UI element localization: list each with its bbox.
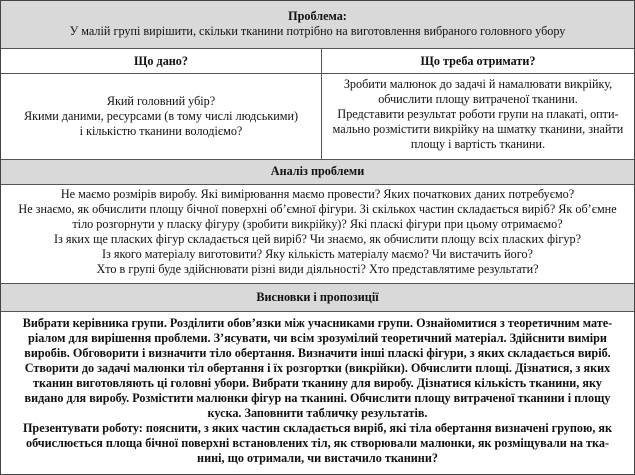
analysis-content (1, 187, 634, 277)
required-line: Представити результат роботи групи на плакаті, опти- (337, 107, 619, 121)
problem-row (1, 1, 634, 48)
given-line: і кількістю тканини володіємо? (79, 124, 243, 138)
conclusions-line: видано для виробу. Розмістити малюнки фігур на тканині. Обчислити площу витраченої тканини і площу (24, 391, 611, 405)
conclusions-line: тканин виготовляють ці головні убори. Вибрати тканину для виробу. Дізнатися кількість тканини, яку (33, 376, 602, 390)
conclusions-line: куска. Заповнити табличку результатів. (207, 406, 428, 420)
required-line: Зробити малюнок до задачі й намалювати викрійку, (343, 77, 613, 91)
conclusions-line: ріалом для вирішення проблеми. З’ясувати, чи всім зрозумілий теоретичний матеріал. Здійснити виміри (28, 331, 607, 345)
analysis-line: Не маємо розмірів виробу. Які вимірювання маємо провести? Яких початкових даних потребуємо? (60, 187, 575, 201)
problem-title: Проблема: (288, 9, 347, 23)
given-line: Якими даними, ресурсами (в тому числі людськими) (23, 109, 299, 123)
required-line: мально розмістити викрійку на шматку тканини, знайти (332, 122, 624, 136)
required-line: обчислити площу витраченої тканини. (378, 92, 578, 106)
analysis-header: Аналіз проблеми (1, 160, 634, 184)
given-line: Який головний убір? (106, 94, 216, 108)
conclusions-line: обчислюється площа бічної поверхні встановлених тіл, як створювали малюнки, як розміщували на тка- (26, 436, 609, 450)
conclusions-line: Презентувати роботу: пояснити, з яких частин складається виріб, які тіла обертання визначені групою, як (22, 421, 613, 435)
given-header: Що дано? (134, 54, 188, 68)
analysis-line: Хто в групі буде здійснювати різні види діяльності? Хто представлятиме результати? (96, 262, 539, 276)
problem-text: У малій групі вирішити, скільки тканини потрібно на виготовлення вибраного головного убору (69, 24, 566, 38)
required-content (322, 77, 634, 152)
analysis-line: Із яких ще плаcких фігур складається цей виріб? Чи знаємо, як обчислити площу всіх плаcких фігур? (53, 232, 582, 246)
analysis-line: Не знаємо, як обчислити площу бічної поверхні об’ємної фігури. Зі скількох частин складається виріб? Як об’ємне (18, 202, 617, 216)
conclusions-line: нині, що отримали, чи вистачило тканини? (197, 451, 438, 465)
analysis-line: тіло розгорнути у плаcку фігуру (зробити викрійку)? Які плаcкі фігури при цьому отримаємо? (72, 217, 563, 231)
conclusions-content (1, 316, 634, 466)
conclusions-line: Створити до задачі малюнки тіл обертання і їх розгортки (викрійки). Обчислити площі. Дізнатися, з яких (24, 361, 611, 375)
conclusions-line: виробів. Обговорити і визначити тіло обертання. Визначити інші плаcкі фігури, з яких складається виріб. (24, 346, 611, 360)
analysis-line: Із якого матеріалу виготовити? Яку кількість матеріалу маємо? Чи вистачить його? (102, 247, 533, 261)
given-content (1, 94, 321, 139)
conclusions-header: Висновки і пропозиції (1, 284, 634, 311)
required-line: площу і вартість тканини. (410, 137, 546, 151)
required-header: Що треба отримати? (420, 54, 536, 68)
conclusions-line: Вибрати керівника групи. Розділити обов’язки між учасниками групи. Ознайомитися з теоретичним мате- (22, 316, 613, 330)
